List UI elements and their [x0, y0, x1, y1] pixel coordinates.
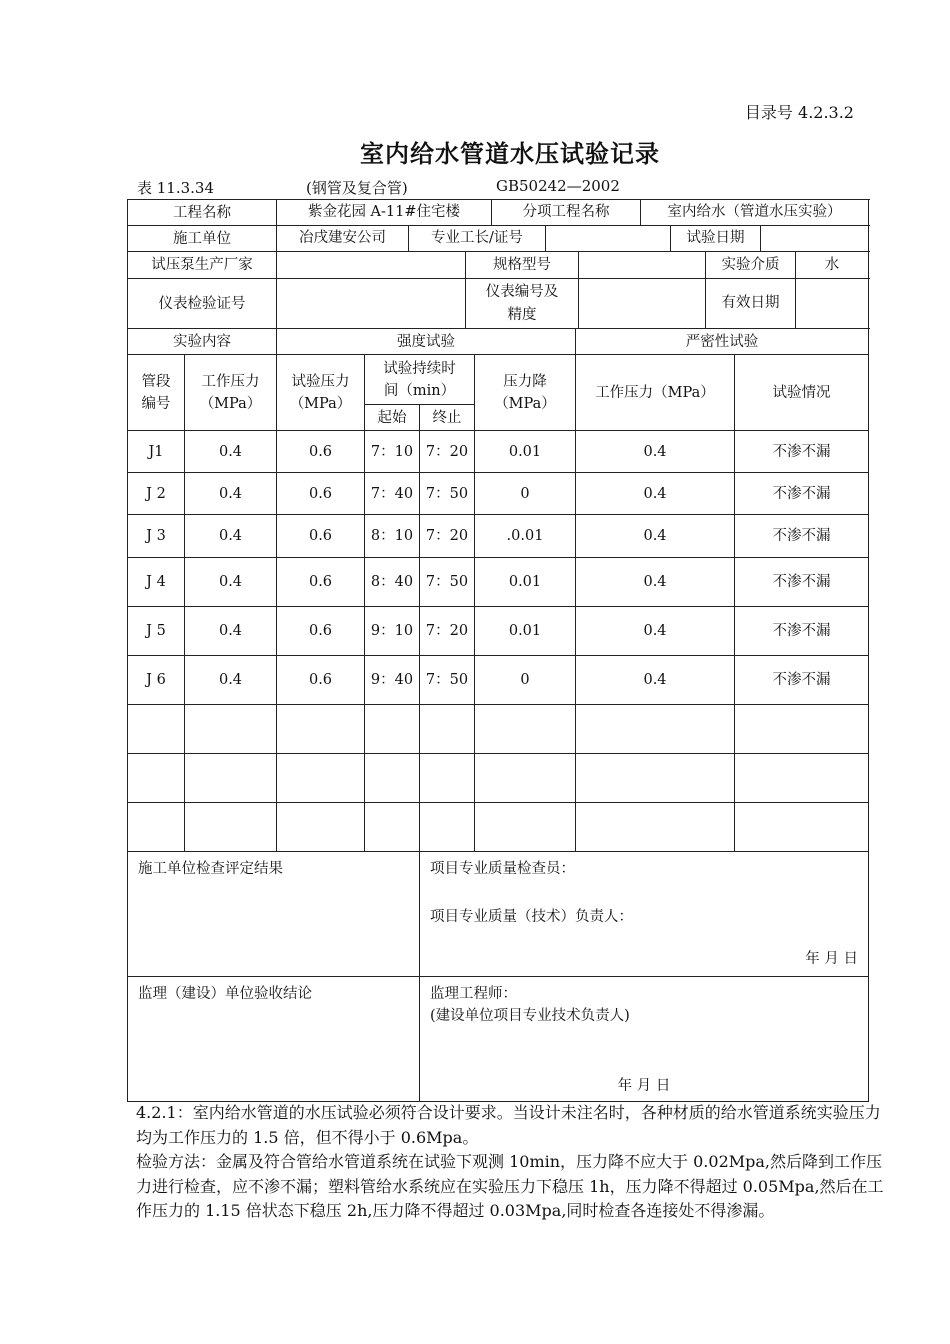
sub-project-label: 分项工程名称	[492, 200, 641, 225]
result-cell: 不渗不漏	[735, 558, 869, 607]
tight-pressure-cell: 0.4	[576, 656, 735, 705]
medium-value: 水	[824, 257, 840, 273]
tight-pressure-cell: 0.4	[576, 515, 735, 558]
end-cell: 7：20	[420, 431, 475, 473]
valid-date-label: 有效日期	[706, 279, 796, 328]
tight-pressure-cell: 0.4	[576, 473, 735, 515]
start-cell: 7：40	[365, 473, 420, 515]
supervisor-date: 年 月 日	[617, 1078, 671, 1094]
start-cell: 9：40	[365, 656, 420, 705]
contractor-label: 施工单位	[128, 226, 277, 252]
test-pressure-cell: 0.6	[277, 515, 365, 558]
start-cell: 7：10	[365, 431, 420, 473]
test-pressure-cell: 0.6	[277, 473, 365, 515]
supervisor-engineer-label: 监理工程师：	[430, 986, 517, 1002]
empty-row	[128, 705, 869, 754]
meter-no-label-line1: 仪表编号及	[485, 283, 559, 300]
foreman-value	[546, 226, 671, 251]
tight-pressure-cell: 0.4	[576, 431, 735, 473]
qc-head-label: 项目专业质量（技术）负责人：	[430, 909, 633, 925]
start-cell: 9：10	[365, 607, 420, 656]
result-cell: 不渗不漏	[735, 656, 869, 705]
qc-inspector-label: 项目专业质量检查员：	[430, 861, 575, 877]
pressure-drop-cell: .0.01	[475, 515, 576, 558]
segment-header: 管段 编号	[128, 355, 185, 431]
medium-label: 实验介质	[706, 252, 796, 278]
segment-cell: J 3	[128, 515, 185, 558]
note-paragraph-2: 检验方法：金属及符合管给水管道系统在试验下观测 10min，压力降不应大于 0.02Mpa,然后降到工作压力进行检查，应不渗不漏；塑料管给水系统应在实验压力下稳压 1h，压力降不得超过 0.05Mpa,然后在工作压力的 1.15 倍状态下稳压 2h,压力降不得超过 0.03Mpa,同时检查各连接处不得渗漏。	[136, 1152, 884, 1220]
test-pressure-cell: 0.6	[277, 656, 365, 705]
work-pressure-cell: 0.4	[185, 515, 277, 558]
table-row	[128, 431, 869, 473]
test-date-label: 试验日期	[671, 226, 761, 251]
work-pressure-cell: 0.4	[185, 473, 277, 515]
pressure-drop-header: 压力降 （MPa）	[475, 355, 576, 431]
table-row	[128, 607, 869, 656]
pressure-drop-cell: 0	[475, 656, 576, 705]
page-title: 室内给水管道水压试验记录	[360, 139, 660, 168]
work-pressure-cell: 0.4	[185, 607, 277, 656]
test-pressure-cell: 0.6	[277, 558, 365, 607]
tightness-test-header: 严密性试验	[576, 329, 869, 355]
segment-cell: J 2	[128, 473, 185, 515]
project-name-label: 工程名称	[173, 204, 231, 221]
test-record-table	[127, 199, 869, 1102]
strength-test-header: 强度试验	[277, 329, 576, 355]
meter-cert-value	[277, 279, 466, 328]
segment-cell: J 4	[128, 558, 185, 607]
pump-maker-value	[277, 252, 466, 278]
note-paragraph-1: 4.2.1：室内给水管道的水压试验必须符合设计要求。当设计未注名时，各种材质的给水管道系统实验压力均为工作压力的 1.5 倍，但不得小于 0.6Mpa。	[136, 1103, 881, 1147]
standard-code: GB50242—2002	[496, 177, 620, 195]
meter-no-label-line2: 精度	[507, 306, 537, 323]
end-cell: 7：50	[420, 473, 475, 515]
result-cell: 不渗不漏	[735, 431, 869, 473]
pressure-drop-cell: 0.01	[475, 558, 576, 607]
duration-header: 试验持续时 间（min）	[365, 355, 475, 405]
contractor-result-cell	[128, 852, 420, 977]
segment-cell: J1	[128, 431, 185, 473]
test-pressure-header: 试验压力 （MPa）	[277, 355, 365, 431]
pump-maker-label: 试压泵生产厂家	[128, 252, 277, 279]
supervisor-cell	[420, 977, 869, 1102]
result-cell: 不渗不漏	[735, 515, 869, 558]
pressure-drop-cell: 0.01	[475, 607, 576, 656]
meter-no-value	[579, 279, 706, 328]
end-cell: 7：50	[420, 558, 475, 607]
supervisor-conclusion-label: 监理（建设）单位验收结论	[138, 986, 312, 1002]
table-row	[128, 558, 869, 607]
foreman-label: 专业工长/证号	[409, 226, 546, 251]
meter-cert-label: 仪表检验证号	[128, 279, 277, 329]
segment-cell: J 6	[128, 656, 185, 705]
end-cell: 7：20	[420, 515, 475, 558]
form-number: 表 11.3.34	[137, 179, 215, 197]
result-header: 试验情况	[735, 355, 869, 431]
result-cell: 不渗不漏	[735, 473, 869, 515]
sub-project-value: 室内给水（管道水压实验）	[667, 204, 842, 220]
spec-label: 规格型号	[466, 252, 579, 278]
work-pressure-cell: 0.4	[185, 558, 277, 607]
notes	[136, 1101, 886, 1224]
catalog-number: 目录号 4.2.3.2	[744, 103, 854, 122]
result-cell: 不渗不漏	[735, 607, 869, 656]
test-date-value	[761, 226, 868, 251]
supervisor-conclusion-cell	[128, 977, 420, 1102]
contractor-result-label: 施工单位检查评定结果	[138, 861, 283, 877]
tight-work-pressure-header: 工作压力（MPa）	[576, 355, 735, 431]
end-cell: 7：20	[420, 607, 475, 656]
tight-pressure-cell: 0.4	[576, 558, 735, 607]
start-cell: 8：40	[365, 558, 420, 607]
pressure-drop-cell: 0.01	[475, 431, 576, 473]
empty-row	[128, 754, 869, 803]
segment-cell: J 5	[128, 607, 185, 656]
contractor-value: 冶戌建安公司	[277, 226, 409, 251]
pipe-type: (钢管及复合管)	[306, 179, 408, 197]
table-row	[128, 473, 869, 515]
valid-date-value	[796, 279, 868, 328]
end-cell: 7：50	[420, 656, 475, 705]
table-row	[128, 656, 869, 705]
qc-cell	[420, 852, 869, 977]
test-pressure-cell: 0.6	[277, 431, 365, 473]
empty-row	[128, 803, 869, 852]
qc-date: 年 月 日	[805, 951, 858, 967]
work-pressure-cell: 0.4	[185, 656, 277, 705]
work-pressure-header: 工作压力 （MPa）	[185, 355, 277, 431]
start-cell: 8：10	[365, 515, 420, 558]
spec-value	[579, 252, 706, 278]
meter-no-label	[466, 279, 579, 328]
pressure-drop-cell: 0	[475, 473, 576, 515]
end-header: 终止	[420, 405, 475, 431]
project-name-value: 紫金花园 A-11#住宅楼	[277, 200, 492, 225]
content-label: 实验内容	[128, 329, 277, 355]
table-row	[128, 515, 869, 558]
work-pressure-cell: 0.4	[185, 431, 277, 473]
test-pressure-cell: 0.6	[277, 607, 365, 656]
tight-pressure-cell: 0.4	[576, 607, 735, 656]
owner-rep-label: (建设单位项目专业技术负责人)	[430, 1008, 630, 1024]
start-header: 起始	[365, 405, 420, 431]
